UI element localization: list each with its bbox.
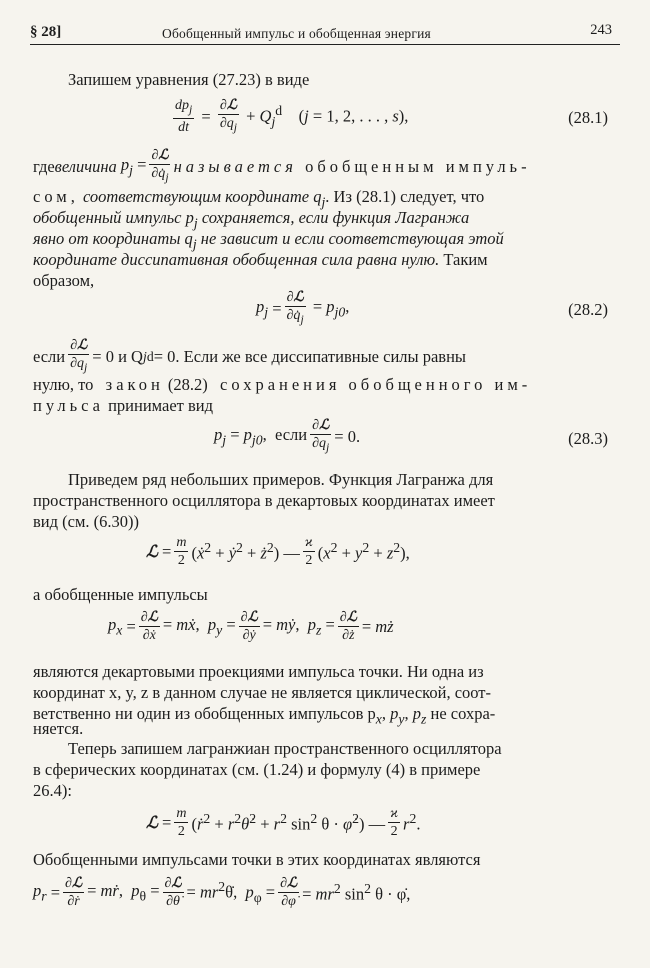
equation-28-3: $p_j$ = $p_{j0}$, если ∂ℒ $\partial q_j$ = 0.: [214, 417, 361, 455]
text-line: ветственно ни один из обобщенных импульсов $p_x$, $p_y$, $p_z$ не сохра-: [33, 704, 496, 727]
text-line: Запишем уравнения (27.23) в виде: [68, 70, 310, 89]
text-line: образом,: [33, 271, 95, 290]
text-line: нулю, то закон (28.2) сохранения обобщенного им-: [33, 375, 532, 394]
equation-momenta-spherical: $p_r$ = ∂ℒ ∂ṙ = mṙ, $p_\theta$ = ∂ℒ ∂θ̇ = $mr^2\thetȧ$, $p_\varphi$ = ∂ℒ ∂φ̇ = $mr^2$ $\sin^2 \theta$ · φ̇,: [33, 875, 411, 910]
text-line: в сферических координатах (см. (1.24) и формулу (4) в примере: [33, 760, 481, 779]
equation-number: (28.1): [568, 108, 608, 127]
text-line: вид (см. (6.30)): [33, 512, 140, 531]
text-line: явно от координаты $q_j$ не зависит и если соответствующая этой: [33, 229, 504, 252]
text-line: а обобщенные импульсы: [33, 585, 208, 604]
text-line: Теперь запишем лагранжиан пространственного осциллятора: [68, 739, 502, 758]
text-line: где величина $p_j$ = ∂ℒ $\partial q̇_j$ называется обобщенным импуль-: [33, 147, 531, 185]
text-line: пространственного осциллятора в декартовых координатах имеет: [33, 491, 495, 510]
equation-28-2: $p_j$ = ∂ℒ $\partial q̇_j$ = $p_{j0}$,: [256, 289, 350, 327]
equation-number: (28.2): [568, 300, 608, 319]
equation-28-1: $dp_j$ dt = ∂ℒ $\partial q_j$ + $Q_j^d$ (j = 1, 2, . . . , s),: [175, 97, 409, 135]
text-line: обобщенный импульс $p_j$ сохраняется, если функция Лагранжа: [33, 208, 470, 231]
equation-lagrangian-spherical: ℒ = $\frac{m}{2}$ (ṙ$^2$ + $r^2\thetȧ^2 + r^2$ $\sin^2 \theta$ · φ̇$^2$) — ϰ 2 $r^2$.: [146, 806, 421, 840]
text-line: Приведем ряд небольших примеров. Функция Лагранжа для: [68, 470, 494, 489]
running-title: Обобщенный импульс и обобщенная энергия: [162, 26, 431, 41]
text-line: Обобщенными импульсами точки в этих координатах являются: [33, 850, 481, 869]
text-line: няется.: [33, 719, 84, 738]
page-number: 243: [590, 22, 612, 38]
text-line: если ∂ℒ $\partial q_j$ = 0 и Q j d = 0. Если же все диссипативные силы равны: [33, 337, 467, 375]
text-line: координат x, y, z в данном случае не является циклической, соот-: [33, 683, 492, 702]
equation-momenta-cartesian: $p_x$ = ∂ℒ ∂ẋ = mẋ, $p_y$ = ∂ℒ ∂ẏ = mẏ, $p_z$ = ∂ℒ ∂ż = mż: [108, 609, 394, 644]
equation-number: (28.3): [568, 429, 608, 448]
text-line: пульса принимает вид: [33, 396, 213, 415]
section-number: § 28]: [30, 24, 62, 40]
header-rule: [30, 44, 620, 45]
text-line: являются декартовыми проекциями импульса точки. Ни одна из: [33, 662, 484, 681]
text-line: координате диссипативная обобщенная сила равна нулю. Таким: [33, 250, 488, 269]
text-line: сом, соответствующим координате $q_j$. Из (28.1) следует, что: [33, 187, 485, 210]
text-line: 26.4):: [33, 781, 72, 800]
equation-lagrangian-cartesian: ℒ = $\frac{m}{2}$ (ẋ$^2$ + ẏ$^2$ + $ż^2$) — ϰ 2 $(x^2 + y^2 + z^2)$,: [146, 535, 410, 569]
